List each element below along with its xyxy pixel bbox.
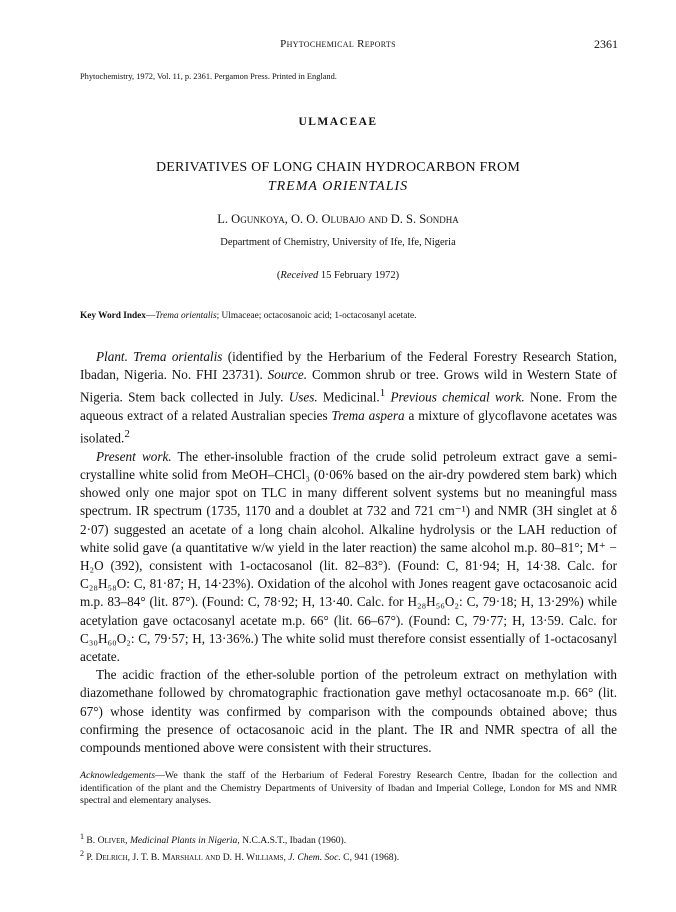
footnote-1-number: 1 [80, 832, 84, 841]
received-open: ( [276, 270, 281, 281]
present-work-text: The ether-insoluble fraction of the crude solid petroleum extract gave a semi-crystalline white solid from MeOH–CHCl₃ (0·06% based on the air-dry powdered stem bark) which showed only one major spot on TLC in many different solvent systems but no meaningful mass spectrum. IR spectrum (1735, 1170 and a doublet at 732 and 721 cm⁻¹) and NMR (3H singlet at δ 2·07) suggested an acetate of a long chain alcohol. Alkaline hydrolysis or the LAH reduction of white solid gave (a quantitative w/w yield in the later reaction) the same alcohol m.p. 80–81°; M⁺ − H₂O (392), consistent with 1-octacosanol (lit. 82–83°). (Found: C, 81·94; H, 14·38. Calc. for C₂₈H₅₈O: C, 81·87; H, 14·23%). Oxidation of the alcohol with Jones reagent gave octacosanoic acid m.p. 83–84° (lit. 87°). (Found: C, 78·92; H, 13·40. Calc. for H₂₈H₅₆O₂: C, 79·18; H, 13·29%) while acetylation gave octacosanyl acetate m.p. 66° (lit. 66–67°). (Found: C, 79·77; H, 13·59. Calc. for C₃₀H₆₀O₂: C, 79·57; H, 13·36%.) The white solid must therefore consist essentially of 1-octacosanyl acetate. [80, 448, 617, 665]
footnote-1-rest: , N.C.A.S.T., Ibadan (1960). [237, 835, 347, 847]
footnote-2-number: 2 [80, 849, 84, 859]
acknowledgements [80, 770, 617, 808]
affiliation: Department of Chemistry, University of Ife, Ife, Nigeria [220, 237, 456, 248]
footnote-2-title: J. Chem. Soc. [288, 852, 341, 864]
authors: L. Ogunkoya, O. O. Olubajo and D. S. Sondha [217, 212, 459, 226]
page-number: 2361 [594, 37, 618, 51]
keywords-label: Key Word Index [80, 311, 146, 321]
footnote-1 [80, 830, 617, 847]
paragraph-plant [80, 348, 617, 448]
footnote-ref-2: 2 [124, 428, 130, 441]
footnote-ref-1: 1 [379, 387, 386, 400]
footnote-1-title: Medicinal Plants in Nigeria [129, 835, 238, 847]
running-head: Phytochemical Reports [280, 38, 396, 50]
related-species: Trema aspera [331, 408, 405, 423]
p1-text1: (identified by the Herbarium of the Federal Forestry Research Station, Ibadan, Nigeria. No. FHI 23731). [80, 349, 617, 383]
p1-text5: a mixture of glycoflavone acetates was isolated. [80, 408, 617, 446]
uses-label: Uses. [288, 389, 318, 405]
previous-work-label: Previous chemical work. [385, 389, 525, 405]
p1-text4: None. From the aqueous extract of a related Australian species [80, 389, 617, 423]
p1-text3: Medicinal. [317, 389, 380, 405]
received-label: Received [280, 270, 319, 281]
footnote-2-rest: C, 941 (1968). [340, 852, 400, 864]
present-work-label: Present work. [96, 448, 172, 464]
article-title-line1: DERIVATIVES OF LONG CHAIN HYDROCARBON FROM [155, 160, 520, 175]
key-word-index [80, 311, 620, 321]
received-date [0, 270, 676, 281]
article-title-line2: TREMA ORIENTALIS [267, 179, 409, 194]
journal-citation: Phytochemistry, 1972, Vol. 11, p. 2361. Pergamon Press. Printed in England. [80, 72, 337, 81]
footnote-1-author: B. Oliver, [84, 835, 130, 847]
plant-label: Plant. [96, 349, 128, 364]
acknowledgements-text: —We thank the staff of the Herbarium of Federal Forestry Research Centre, Ibadan for the collection and identification of the plant and the Chemistry Departments of University of Ibadan and Imperial College, London for MS and NMR spectral and elementary analyses. [80, 770, 617, 806]
keywords-dash: — [145, 311, 156, 321]
paragraph-present-work [80, 448, 617, 666]
plant-family-heading: ULMACEAE [298, 116, 378, 128]
p1-text2: Common shrub or tree. Grows wild in Western State of Nigeria. Stem back collected in July. [80, 367, 617, 405]
footnote-2-author: P. Delrich, J. T. B. Marshall and D. H. Williams, [84, 852, 289, 864]
footnotes [80, 830, 617, 864]
footnote-2 [80, 847, 617, 864]
keywords-species: Trema orientalis [155, 311, 217, 321]
body-text [80, 348, 617, 757]
keywords-rest: ; Ulmaceae; octacosanoic acid; 1-octacosanyl acetate. [216, 311, 417, 321]
paragraph-acidic-fraction: The acidic fraction of the ether-soluble portion of the petroleum extract on methylation with diazomethane followed by chromatographic fractionation gave methyl octacosanoate m.p. 66° (lit. 67°) whose identity was confirmed by comparison with the compounds obtained above; thus confirming the presence of octacosanoic acid in the plant. The IR and NMR spectra of all the compounds mentioned above were consistent with their structures. [80, 667, 617, 756]
plant-species: Trema orientalis [133, 349, 223, 364]
acknowledgements-label: Acknowledgements [80, 770, 156, 781]
source-label: Source. [267, 367, 308, 383]
received-value: 15 February 1972) [318, 270, 400, 281]
